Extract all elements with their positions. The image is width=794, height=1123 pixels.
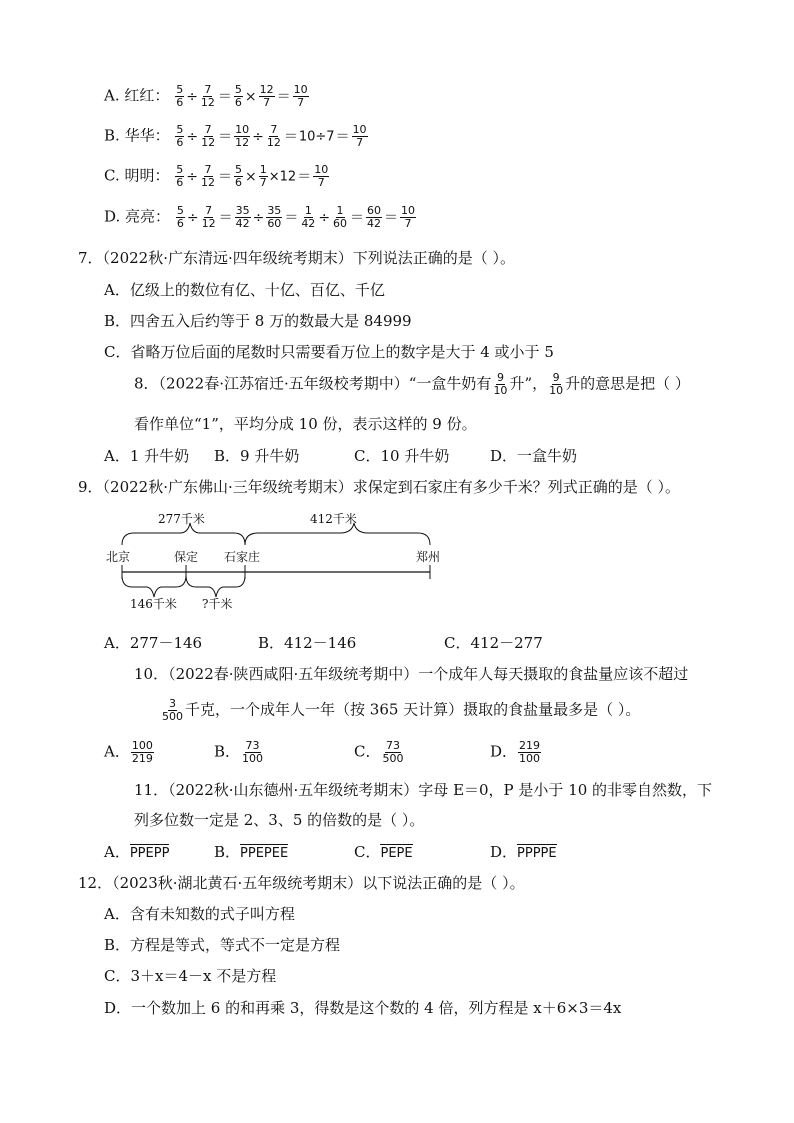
label-unknown-km: ?千米 — [202, 597, 233, 611]
q7-stem: 7．（2022秋·广东清远·四年级统考期末）下列说法正确的是（ ）。 — [78, 249, 516, 267]
q11-option-a: A．PPEPP — [104, 843, 170, 861]
brace-unknown — [186, 575, 245, 597]
q6-option-c: C. 明明： $\frac{5}{6}$ ÷ $\frac{7}{12}$ ＝ $\frac{5}{6}$ × $\frac{1}{7}$ ×12＝ $\frac{10}{7}$ — [104, 163, 329, 189]
q9-option-c: C．412－277 — [444, 634, 543, 652]
q7-option-c: C．省略万位后面的尾数时只需要看万位上的数字是大于 4 或小于 5 — [104, 343, 554, 361]
q10-option-d: D． $\frac{219}{100}$ — [490, 739, 541, 765]
q11-stem: 11．（2022秋·山东德州·五年级统考期末）字母 E＝0，P 是小于 10 的非零自然数，下 — [134, 781, 713, 799]
q10-option-a: A． $\frac{100}{219}$ — [104, 739, 153, 765]
q8-option-d: D．一盒牛奶 — [490, 447, 578, 465]
brace-277 — [122, 523, 245, 545]
label-baoding: 保定 — [174, 550, 199, 564]
q12-option-c: C．3＋x＝4－x 不是方程 — [104, 967, 277, 985]
q6-option-d: D. 亮亮： $\frac{5}{6}$ ÷ $\frac{7}{12}$ ＝ $\frac{35}{42}$ ÷ $\frac{35}{60}$ ＝ $\frac{1}{42}$ ÷ $\frac{1}{60}$ ＝ $\frac{60}{42}$ ＝ $\frac{10}{7}$ — [104, 204, 416, 230]
q8-option-c: C．10 升牛奶 — [354, 447, 450, 465]
label-shijiazhuang: 石家庄 — [224, 550, 261, 564]
q9-option-b: B．412－146 — [258, 634, 357, 652]
label-zhengzhou: 郑州 — [416, 550, 441, 564]
q11-stem-line2: 列多位数一定是 2、3、5 的倍数的是（ ）。 — [134, 811, 425, 829]
q8-option-a: A．1 升牛奶 — [104, 447, 190, 465]
q11-option-b: B．PPEPEE — [214, 843, 289, 861]
brace-146 — [122, 575, 186, 597]
q6-option-a: A. 红红： $\frac{5}{6}$ ÷ $\frac{7}{12}$ ＝ $\frac{5}{6}$ × $\frac{12}{7}$ ＝ $\frac{10}{7}$ — [104, 83, 308, 109]
q9-option-a: A．277－146 — [104, 634, 203, 652]
q6-option-b: B. 华华： $\frac{5}{6}$ ÷ $\frac{7}{12}$ ＝ $\frac{10}{12}$ ÷ $\frac{7}{12}$ ＝10÷7＝ $\frac{10}{7}$ — [104, 123, 367, 149]
q8-stem-line2: 看作单位“1”，平均分成 10 份，表示这样的 9 份。 — [134, 415, 477, 433]
label-146km: 146千米 — [130, 597, 177, 611]
q12-option-d: D．一个数加上 6 的和再乘 3，得数是这个数的 4 倍，列方程是 x＋6×3＝4x — [104, 999, 622, 1017]
brace-412 — [245, 523, 430, 545]
q11-option-c: C．PEPE — [354, 843, 413, 861]
q10-stem-line2: $\frac{3}{500}$ 千克，一个成年人一年（按 365 天计算）摄取的食盐量最多是（ ）。 — [162, 697, 641, 723]
q12-option-b: B．方程是等式，等式不一定是方程 — [104, 936, 341, 954]
q12-option-a: A．含有未知数的式子叫方程 — [104, 905, 295, 923]
label-412km: 412千米 — [310, 512, 357, 526]
label-277km: 277千米 — [158, 512, 205, 526]
q10-option-b: B． $\frac{73}{100}$ — [214, 739, 264, 765]
q8-option-b: B．9 升牛奶 — [214, 447, 300, 465]
q7-option-a: A．亿级上的数位有亿、十亿、百亿、千亿 — [104, 281, 385, 299]
label-beijing: 北京 — [106, 550, 131, 564]
q10-option-c: C． $\frac{73}{500}$ — [354, 739, 404, 765]
q7-option-b: B．四舍五入后约等于 8 万的数最大是 84999 — [104, 312, 412, 330]
q10-stem: 10．（2022春·陕西咸阳·五年级统考期中）一个成年人每天摄取的食盐量应该不超过 — [134, 665, 689, 683]
q11-option-d: D．PPPPE — [490, 843, 557, 861]
q8-stem: 8．（2022春·江苏宿迁·五年级校考期中）“一盒牛奶有 $\frac{9}{10}$ 升”， $\frac{9}{10}$ 升的意思是把（ ） — [134, 371, 690, 397]
q9-stem: 9．（2022秋·广东佛山·三年级统考期末）求保定到石家庄有多少千米？列式正确的是（ ）。 — [78, 478, 681, 496]
q12-stem: 12．（2023秋·湖北黄石·五年级统考期末）以下说法正确的是（ ）。 — [78, 874, 525, 892]
distance-diagram — [100, 505, 460, 615]
